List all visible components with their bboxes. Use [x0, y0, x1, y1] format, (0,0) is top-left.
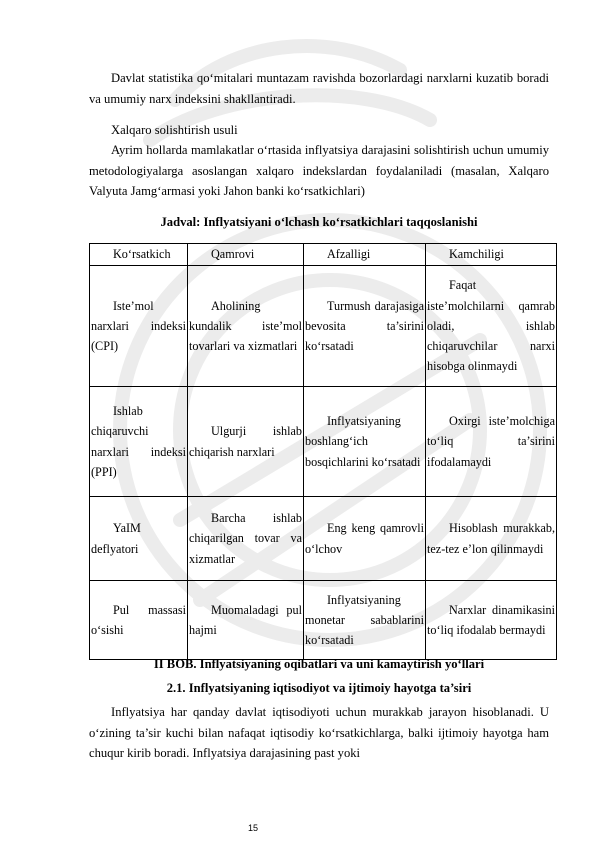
table-caption: Jadval: Inflyatsiyani o‘lchash ko‘rsatkichlari taqqoslanishi	[160, 215, 478, 229]
table-row	[90, 387, 557, 497]
table-header-row	[90, 244, 557, 266]
table-cell: Oxirgi iste’molchiga to‘liq ta’sirini ifodalamaydi	[427, 414, 555, 469]
table-cell: Inflyatsiyaning monetar sabablarini ko‘rsatadi	[305, 592, 424, 648]
table-cell: Inflyatsiyaning boshlang‘ich bosqichlarini ko‘rsatadi	[305, 414, 421, 469]
table-cell: Muomaladagi pul hajmi	[189, 602, 302, 637]
table-cell: Hisoblash murakkab, tez-tez e’lon qilinmaydi	[427, 521, 555, 556]
table-cell: Ulgurji ishlab chiqarish narxlari	[189, 424, 302, 459]
comparison-table	[89, 243, 557, 660]
intro-paragraph-2: Xalqaro solishtirish usuli	[111, 123, 238, 137]
intro-paragraph-3: Ayrim hollarda mamlakatlar o‘rtasida inflyatsiya darajasini solishtirish uchun umumiy metodologiyalarga asoslangan xalqaro indekslardan foydalaniladi (masalan, Xalqaro Valyuta Jamg‘armasi yoki Jahon banki ko‘rsatkichlari)	[89, 143, 549, 198]
header-cell: Ko‘rsatkich	[113, 247, 171, 262]
table-cell: Pul massasi o‘sishi	[91, 602, 186, 637]
header-cell: Afzalligi	[327, 247, 371, 262]
table-cell: YaIM deflyatori	[91, 521, 141, 556]
header-cell: Kamchiligi	[449, 247, 504, 262]
table-row	[90, 497, 557, 581]
table-cell: Faqat iste’molchilarni qamrab oladi, ishlab chiqaruvchilar narxi hisobga olinmaydi	[427, 278, 555, 374]
subsection-title: 2.1. Inflyatsiyaning iqtisodiyot va ijtimoiy hayotga ta’siri	[166, 681, 472, 695]
table-cell: Turmush darajasiga bevosita ta’sirini ko‘rsatadi	[305, 298, 424, 354]
chapter-title: II BOB. Inflyatsiyaning oqibatlari va uni kamaytirish yo‘llari	[153, 657, 485, 671]
table-cell: Ishlab chiqaruvchi narxlari indeksi (PPI)	[91, 404, 186, 479]
body-paragraph: Inflyatsiya har qanday davlat iqtisodiyoti uchun murakkab jarayon hisoblanadi. U o‘zining ta’sir kuchi bilan nafaqat iqtisodiy ko‘rsatkichlarga, balki ijtimoiy hayotga ham chuqur kirib boradi. Inflyatsiya darajasining past yoki	[89, 705, 549, 760]
table-row	[90, 581, 557, 660]
table-cell: Iste’mol narxlari indeksi (CPI)	[91, 298, 186, 354]
page-number: 15	[248, 823, 259, 833]
table-row	[90, 266, 557, 387]
intro-paragraph-1: Davlat statistika qo‘mitalari muntazam ravishda bozorlardagi narxlarni kuzatib boradi va umumiy narx indeksini shakllantiradi.	[89, 71, 549, 106]
header-cell: Qamrovi	[211, 247, 255, 262]
table-cell: Barcha ishlab chiqarilgan tovar va xizmatlar	[189, 511, 302, 566]
table-cell: Narxlar dinamikasini to‘liq ifodalab bermaydi	[427, 602, 555, 637]
table-cell: Aholining kundalik iste’mol tovarlari va xizmatlari	[189, 298, 302, 354]
table-cell: Eng keng qamrovli o‘lchov	[305, 521, 424, 556]
